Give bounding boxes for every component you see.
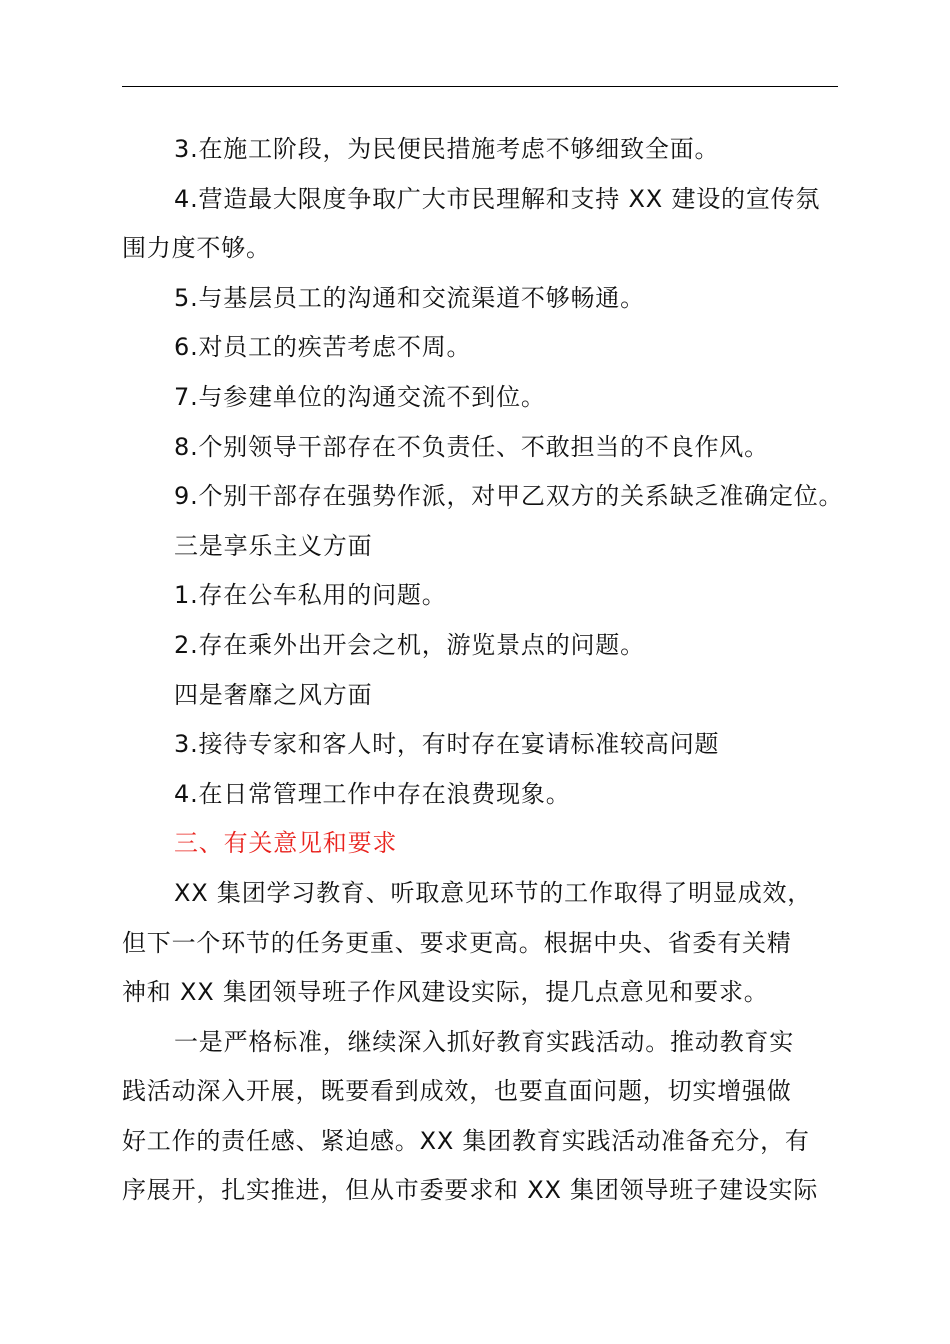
paragraph-1-line-2: 但下一个环节的任务更重、要求更高。根据中央、省委有关精 — [122, 928, 792, 957]
list-item-5-communication: 5.与基层员工的沟通和交流渠道不够畅通。 — [174, 283, 645, 312]
list-item-4-publicity: 4.营造最大限度争取广大市民理解和支持 XX 建设的宣传氛 — [174, 184, 821, 213]
paragraph-2-line-4: 序展开，扎实推进，但从市委要求和 XX 集团领导班子建设实际 — [122, 1176, 819, 1205]
list-item-6-employee-care: 6.对员工的疾苦考虑不周。 — [174, 333, 472, 362]
section-heading-opinions: 三、有关意见和要求 — [174, 829, 398, 858]
paragraph-1-line-1: XX 集团学习教育、听取意见环节的工作取得了明显成效， — [174, 878, 813, 907]
paragraph-1-line-3: 神和 XX 集团领导班子作风建设实际，提几点意见和要求。 — [122, 978, 769, 1007]
paragraph-2-line-3: 好工作的责任感、紧迫感。XX 集团教育实践活动准备充分，有 — [122, 1126, 810, 1155]
header-rule — [122, 86, 838, 87]
list-item-4-waste: 4.在日常管理工作中存在浪费现象。 — [174, 779, 571, 808]
document-body — [122, 125, 844, 1216]
list-item-7-partner-units: 7.与参建单位的沟通交流不到位。 — [174, 382, 546, 411]
paragraph-2-line-1: 一是严格标准，继续深入抓好教育实践活动。推动教育实 — [174, 1027, 794, 1056]
list-item-2-sightseeing: 2.存在乘外出开会之机，游览景点的问题。 — [174, 630, 645, 659]
list-item-8-leadership: 8.个别领导干部存在不负责任、不敢担当的不良作风。 — [174, 432, 769, 461]
list-item-4-publicity-cont: 围力度不够。 — [122, 234, 271, 263]
subheading-hedonism: 三是享乐主义方面 — [174, 531, 373, 560]
list-item-3-construction: 3.在施工阶段，为民便民措施考虑不够细致全面。 — [174, 135, 720, 163]
subheading-extravagance: 四是奢靡之风方面 — [174, 680, 373, 709]
list-item-9-cadres: 9.个别干部存在强势作派，对甲乙双方的关系缺乏准确定位。 — [174, 482, 844, 511]
list-item-1-official-car: 1.存在公车私用的问题。 — [174, 581, 447, 610]
list-item-3-banquets: 3.接待专家和客人时，有时存在宴请标准较高问题 — [174, 730, 720, 759]
paragraph-2-line-2: 践活动深入开展，既要看到成效，也要直面问题，切实增强做 — [122, 1077, 792, 1106]
